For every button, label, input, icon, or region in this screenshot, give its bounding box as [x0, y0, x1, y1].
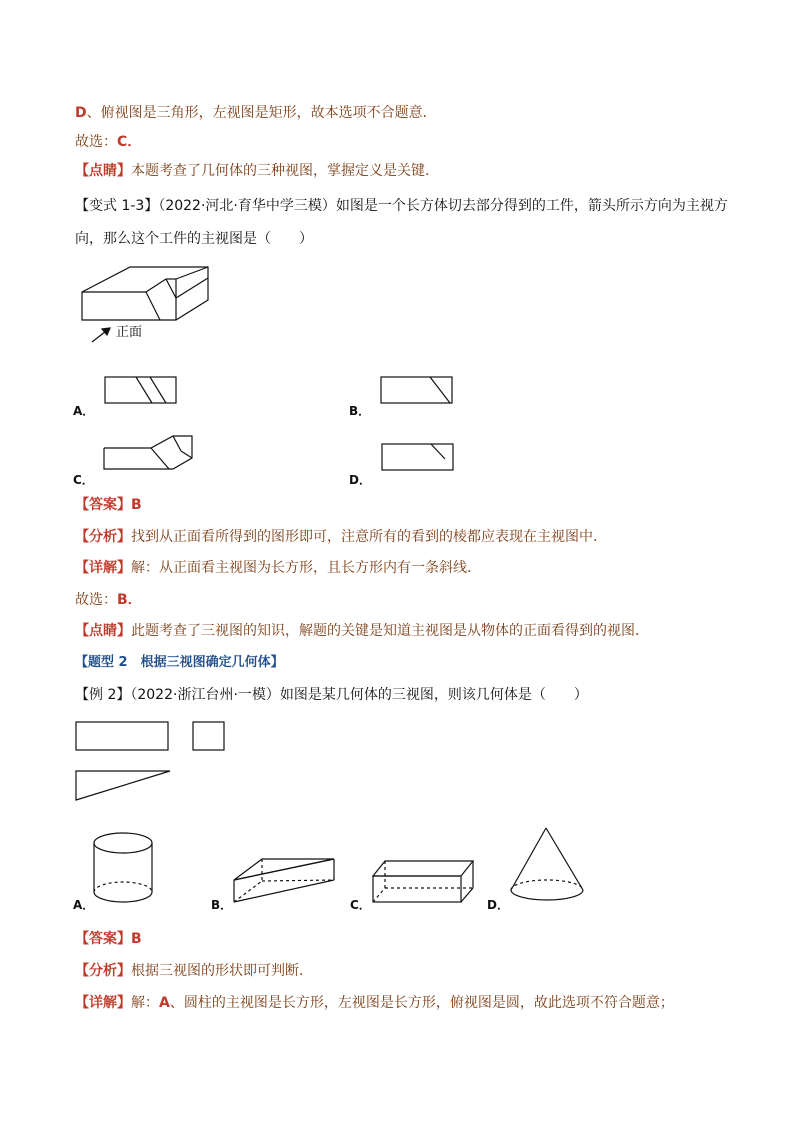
explanation-line — [75, 993, 674, 1013]
tag: 【点睛】 — [75, 623, 131, 639]
option-c-label: C． — [350, 898, 371, 912]
explanation-line — [75, 558, 481, 578]
option-rect — [105, 377, 176, 403]
choice-line — [75, 590, 142, 610]
option-rect — [381, 377, 452, 403]
text: 找到从正面看所得到的图形即可，注意所有的看到的棱都应表现在主视图中． — [131, 529, 607, 545]
cuboid-figure — [371, 858, 477, 908]
answer-value: B — [131, 931, 142, 947]
option-a-figure — [104, 376, 178, 406]
cylinder-bottom-back — [94, 882, 152, 892]
edge — [176, 278, 208, 298]
tag: 【分析】 — [75, 963, 131, 979]
text: 解： — [131, 995, 159, 1011]
three-views-figure — [75, 721, 230, 805]
answer-value: B — [131, 497, 142, 513]
text: 、圆柱的主视图是长方形，左视图是长方形，俯视图是圆，故此选项不符合题意； — [169, 995, 674, 1011]
diagonal — [150, 377, 166, 403]
workpiece-figure — [80, 262, 220, 352]
question-text: 向，那么这个工件的主视图是（ ） — [75, 231, 313, 247]
answer-line — [75, 495, 142, 515]
cylinder-bottom-front — [94, 892, 152, 902]
option-b-label: B． — [349, 404, 371, 418]
cone-figure — [509, 826, 587, 906]
hidden-edge — [373, 888, 385, 902]
top-view — [76, 771, 170, 800]
hidden-edge — [262, 880, 334, 881]
question-line — [75, 685, 588, 705]
cone-base-back — [511, 880, 583, 890]
text: 解：从正面看主视图为长方形，且长方形内有一条斜线． — [131, 560, 481, 576]
tag: 【详解】 — [75, 995, 131, 1011]
tag: 【答案】 — [75, 497, 131, 513]
cylinder-top — [94, 833, 152, 853]
cuboid-top — [373, 861, 473, 876]
diagonal — [430, 377, 450, 403]
option-c-label: C． — [73, 473, 94, 487]
option-d-label: D． — [349, 473, 371, 487]
edge — [146, 292, 160, 320]
option-d-label: D． — [487, 898, 509, 912]
front-label: 正面 — [116, 325, 143, 340]
answer-value: C． — [117, 134, 142, 150]
text: 根据三视图的形状即可判断． — [131, 963, 313, 979]
option-b-figure — [380, 376, 454, 406]
text: 本题考查了几何体的三种视图，掌握定义是关键． — [131, 163, 439, 179]
edge — [173, 436, 181, 451]
tag: 【答案】 — [75, 931, 131, 947]
front-view — [76, 722, 168, 750]
question-line — [75, 229, 313, 249]
option-b-label: B． — [211, 898, 233, 912]
option-a-label: A． — [73, 898, 95, 912]
diagonal — [431, 444, 445, 459]
cuboid-front — [373, 876, 461, 902]
workpiece-outline — [82, 267, 208, 320]
option-c-figure — [103, 433, 197, 473]
tag: 【点睛】 — [75, 163, 131, 179]
edge — [176, 267, 208, 279]
answer-value: B． — [117, 592, 142, 608]
text: 故选： — [75, 134, 117, 150]
cone-base-front — [511, 890, 583, 900]
edge — [146, 279, 166, 292]
text-line — [75, 161, 439, 181]
analysis-line — [75, 527, 607, 547]
side-view — [193, 722, 224, 750]
text-line — [75, 132, 141, 152]
text: 故选： — [75, 592, 117, 608]
text-line — [75, 103, 437, 123]
question-text: 如图是一个长方体切去部分得到的工件，箭头所示方向为主视方 — [335, 198, 728, 214]
section-title: 【题型 2 根据三视图确定几何体】 — [75, 655, 284, 670]
edge — [181, 451, 192, 458]
prism-figure — [232, 856, 338, 906]
question-tag: 【例 2】 — [75, 687, 131, 703]
option-letter: D — [75, 105, 87, 121]
question-line — [75, 196, 728, 216]
question-text: 如图是某几何体的三视图，则该几何体是（ ） — [279, 687, 588, 703]
cylinder-figure — [93, 832, 157, 906]
tag: 【详解】 — [75, 560, 131, 576]
tag: 【分析】 — [75, 529, 131, 545]
comment-line — [75, 621, 649, 641]
question-source: （2022·河北·育华中学三模） — [158, 198, 336, 214]
edge — [151, 448, 169, 469]
option-a-label: A． — [73, 404, 95, 418]
option-d-figure — [381, 443, 455, 473]
answer-line — [75, 929, 142, 949]
text: 、俯视图是三角形，左视图是矩形，故本选项不合题意． — [86, 105, 437, 121]
text: 此题考查了三视图的知识，解题的关键是知道主视图是从物体的正面看得到的视图． — [131, 623, 649, 639]
option-letter: A — [159, 995, 170, 1011]
edge — [461, 888, 473, 902]
question-source: （2022·浙江台州·一模） — [130, 687, 280, 703]
option-outline — [104, 436, 192, 469]
edge — [166, 279, 176, 298]
question-tag: 【变式 1-3】 — [75, 198, 159, 214]
analysis-line — [75, 961, 313, 981]
diagonal — [136, 377, 152, 403]
